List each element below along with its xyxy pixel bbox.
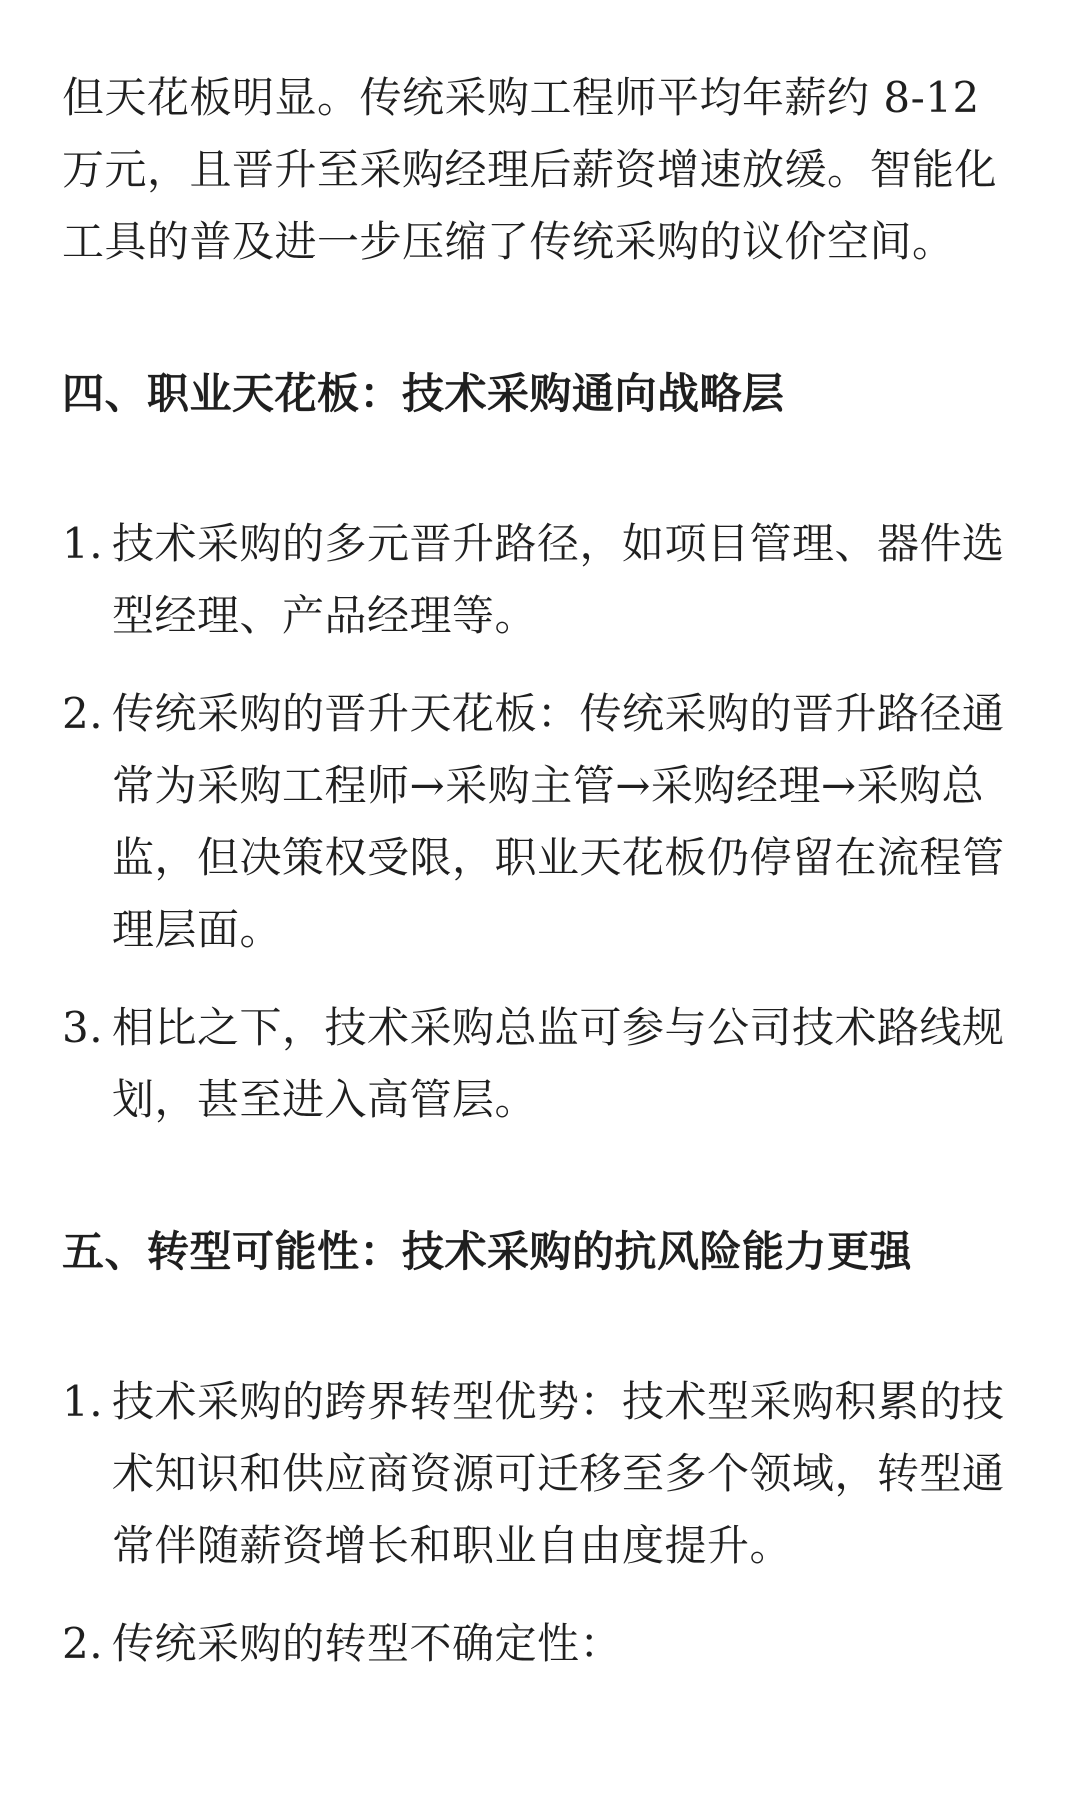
list-number: 2. (62, 1619, 104, 1668)
list-item (62, 992, 1032, 1136)
intro-paragraph: 但天花板明显。传统采购工程师平均年薪约 8-12 万元，且晋升至采购经理后薪资增速放缓。智能化工具的普及进一步压缩了传统采购的议价空间。 (62, 73, 998, 266)
list-number: 1. (62, 1377, 104, 1426)
article-body (62, 62, 1032, 1680)
section-4-heading: 四、职业天花板：技术采购通向战略层 (62, 369, 785, 418)
list-item-text: 技术采购的多元晋升路径，如项目管理、器件选型经理、产品经理等。 (112, 519, 1005, 640)
list-item-text: 技术采购的跨界转型优势：技术型采购积累的技术知识和供应商资源可迁移至多个领域，转型通常伴随薪资增长和职业自由度提升。 (112, 1377, 1005, 1570)
section-4-list (62, 508, 1032, 1136)
list-item-text: 传统采购的转型不确定性： (112, 1619, 623, 1668)
list-number: 1. (62, 519, 104, 568)
list-item (62, 678, 1032, 966)
list-number: 3. (62, 1003, 104, 1052)
spacer (62, 1288, 1032, 1366)
list-item (62, 508, 1032, 652)
list-item-text: 相比之下，技术采购总监可参与公司技术路线规划，甚至进入高管层。 (112, 1003, 1005, 1124)
section-5-list (62, 1366, 1032, 1680)
section-5-heading: 五、转型可能性：技术采购的抗风险能力更强 (62, 1227, 913, 1276)
list-item (62, 1366, 1032, 1582)
spacer (62, 1136, 1032, 1216)
list-item (62, 1608, 1032, 1680)
spacer (62, 278, 1032, 358)
list-item-text: 传统采购的晋升天花板：传统采购的晋升路径通常为采购工程师→采购主管→采购经理→采购总监，但决策权受限，职业天花板仍停留在流程管理层面。 (112, 689, 1005, 954)
list-number: 2. (62, 689, 104, 738)
spacer (62, 430, 1032, 508)
